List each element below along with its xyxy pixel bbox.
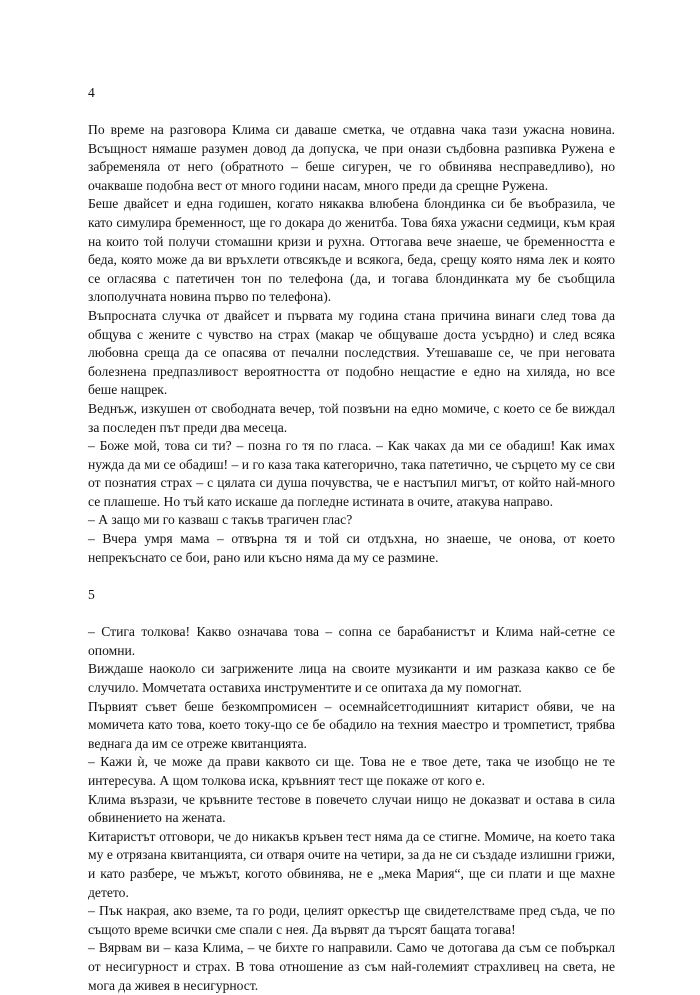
- paragraph: Въпросната случка от двайсет и първата му година стана причина винаги след това да общува с жените с чувство на страх (макар че общуваше доста усърдно) и след всяка любовна среща да се опасява от печални последствия. Утешаваше се, че при неговата болезнена предпазливост вероятността от подобно нещастие е едно на хиляда, но все беше нащрек.: [88, 307, 615, 398]
- paragraph: – А защо ми го казваш с такъв трагичен глас?: [88, 512, 353, 528]
- paragraph: – Вярвам ви – каза Клима, – че бихте го направили. Само че дотогава да съм се побъркал от несигурност и страх. В това отношение аз съм най-големият страхливец на света, не мога да живея в несигурност.: [88, 940, 615, 993]
- paragraph: Беше двайсет и една годишен, когато някаква влюбена блондинка си бе въобразила, че като симулира бременност, ще го докара до женитба. Това бяха ужасни седмици, към края на които той получи стомашни кризи и рухна. Оттогава вече знаеше, че бременността е беда, която може да ви връхлети отвсякъде и всякога, беда, срещу която няма лек и която се огласява с патетичен тон по телефона (да, и тогава блондинката му бе съобщила злополучната новина първо по телефона).: [88, 196, 615, 305]
- chapter-number: 5: [88, 587, 95, 603]
- paragraph: – Кажи ѝ, че може да прави каквото си ще. Това не е твое дете, така че изобщо не те интересува. А щом толкова иска, кръвният тест ще покаже от кого е.: [88, 754, 615, 788]
- paragraph: Китаристът отговори, че до никакъв кръвен тест няма да се стигне. Момиче, на което така му е отрязана квитанцията, си отваря очите на четири, за да не си създаде излишни грижи, и като разбере, че мъжът, когото обвинява, не е „мека Мария“, ще си плати и ще махне детето.: [88, 828, 615, 900]
- chapter-number: 4: [88, 85, 95, 100]
- chapter-4-body: [88, 121, 615, 567]
- paragraph: – Вчера умря мама – отвърна тя и той си отдъхна, но знаеше, че онова, от което непрекъснато се бои, рано или късно няма да му се размине.: [88, 531, 615, 565]
- paragraph: – Пък накрая, ако вземе, та го роди, целият оркестър ще свидетелстваме пред съда, че по същото време всички сме спали с нея. Да вървят да търсят бащата тогава!: [88, 903, 615, 937]
- paragraph: По време на разговора Клима си даваше сметка, че отдавна чака тази ужасна новина. Всъщност нямаше разумен довод да допуска, че при онази съдбовна разпивка Ружена е забременяла от него (обратното – беше сигурен, че го обвинява несправедливо), но очакваше подобна вест от много години насам, много преди да срещне Ружена.: [88, 122, 615, 193]
- chapter-5-body: [88, 623, 615, 995]
- paragraph: – Стига толкова! Какво означава това – сопна се барабанистът и Клима най-сетне се опомни.: [88, 624, 615, 658]
- paragraph: Клима възрази, че кръвните тестове в повечето случаи нищо не доказват и остава в сила обвинението на жената.: [88, 791, 615, 826]
- paragraph: Първият съвет беше безкомпромисен – осемнайсетгодишният китарист обяви, че на момичета като това, което току-що се бе обадило на техния маестро и тромпетист, трябва веднага да им се отреже квитанцията.: [88, 698, 615, 751]
- paragraph: Веднъж, изкушен от свободната вечер, той позвъни на едно момиче, с което се бе виждал за последен път преди два месеца.: [88, 400, 615, 435]
- paragraph: Виждаше наоколо си загрижените лица на своите музиканти и им разказа какво се бе случило. Момчетата оставиха инструментите и се опитаха да му помогнат.: [88, 661, 615, 696]
- paragraph: – Боже мой, това си ти? – позна го тя по гласа. – Как чаках да ми се обадиш! Как имах нужда да ми се обадиш! – и го каза така категорично, така патетично, че сърцето му се сви от познатия страх – с цялата си душа почувства, че е настъпил мигът, от който най-много се плашеше. Но тъй като искаше да погледне истината в очите, атакува направо.: [88, 438, 615, 509]
